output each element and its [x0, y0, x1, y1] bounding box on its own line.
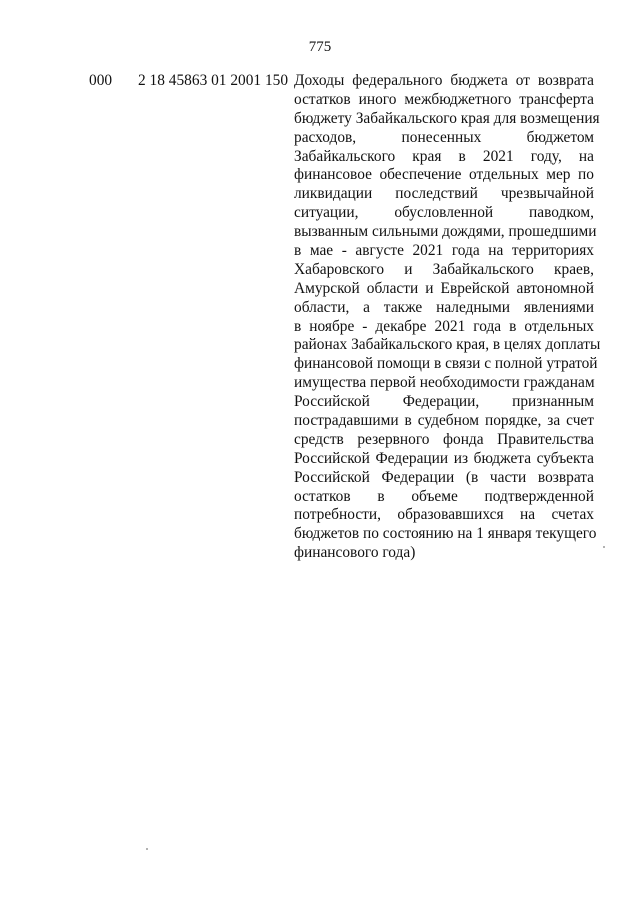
description-line: Амурской области и Еврейской автономной: [294, 279, 594, 297]
description-line: финансового года): [294, 544, 416, 562]
description-line: пострадавшими в судебном порядке, за счет: [294, 412, 594, 430]
description-line: расходов, понесенных бюджетом: [294, 128, 594, 146]
description-line: вызванным сильными дождями, прошедшими: [294, 223, 597, 241]
scan-speck: [603, 546, 605, 548]
description-line: районах Забайкальского края, в целях доплаты: [294, 336, 601, 354]
description-line: области, а также наледными явлениями: [294, 298, 594, 316]
description-line: остатков иного межбюджетного трансферта: [294, 90, 594, 108]
description-line: Забайкальского края в 2021 году, на: [294, 147, 594, 165]
description-line: финансовой помощи в связи с полной утратой: [294, 355, 598, 373]
scan-speck: [146, 848, 148, 850]
description-line: бюджету Забайкальского края для возмещения: [294, 109, 600, 127]
description-line: потребности, образовавшихся на счетах: [294, 506, 594, 524]
description-line: в мае - августе 2021 года на территориях: [294, 242, 594, 260]
description-line: в ноябре - декабре 2021 года в отдельных: [294, 317, 594, 335]
income-description: [294, 72, 601, 563]
page-number: 775: [308, 39, 332, 55]
description-line: Хабаровского и Забайкальского краев,: [294, 260, 594, 278]
description-line: бюджетов по состоянию на 1 января текущего: [294, 525, 597, 543]
description-line: Доходы федерального бюджета от возврата: [294, 72, 594, 89]
description-line: финансовое обеспечение отдельных мер по: [294, 166, 594, 184]
description-line: Российской Федерации, признанным: [294, 393, 594, 411]
administrator-code: 000: [89, 72, 113, 89]
description-line: ликвидации последствий чрезвычайной: [294, 185, 594, 203]
description-line: Российской Федерации из бюджета субъекта: [294, 449, 594, 467]
description-line: имущества первой необходимости гражданам: [294, 374, 595, 392]
description-line: остатков в объеме подтвержденной: [294, 487, 594, 505]
description-line: средств резервного фонда Правительства: [294, 430, 594, 448]
income-classification-code: 2 18 45863 01 2001 150: [138, 72, 289, 89]
description-line: Российской Федерации (в части возврата: [294, 468, 594, 486]
description-line: ситуации, обусловленной паводком,: [294, 204, 594, 222]
